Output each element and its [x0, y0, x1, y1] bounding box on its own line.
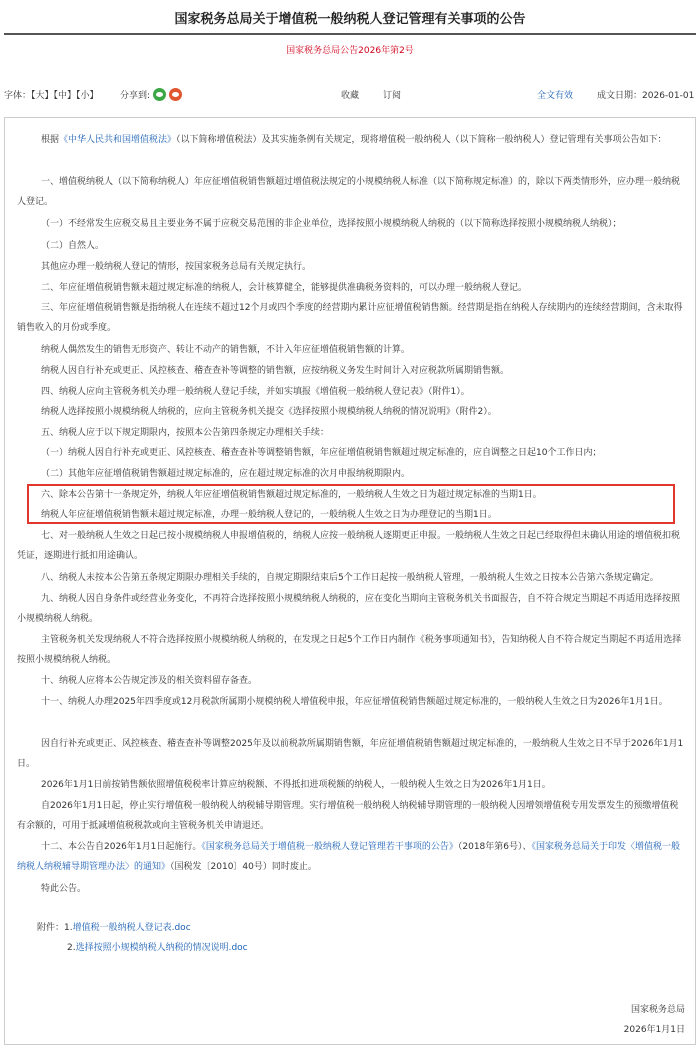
- paragraph: 纳税人选择按照小规模纳税人纳税的，应向主管税务机关提交《选择按照小规模纳税人纳税的情况说明》（附件2）。: [41, 407, 497, 417]
- paragraph: 三、年应征增值税销售额是指纳税人在连续不超过12个月或四个季度的经营期内累计应征增值税销售额。经营期是指在纳税人存续期内的连续经营期间，含未取得销售收入的月份或季度。: [17, 303, 683, 333]
- issue-date-value: 2026-01-01: [642, 91, 695, 101]
- attachments-label: 附件：: [37, 923, 65, 933]
- paragraph: 2026年1月1日前按销售额依照增值税税率计算应纳税额、不得抵扣进项税额的纳税人，一般纳税人生效之日为2026年1月1日。: [41, 780, 551, 790]
- paragraph: 纳税人偶然发生的销售无形资产、转让不动产的销售额，不计入年应征增值税销售额的计算。: [41, 345, 411, 355]
- vat-law-link[interactable]: 《中华人民共和国增值税法》: [59, 135, 177, 145]
- paragraph: 十、纳税人应将本公告规定涉及的相关资料留存备查。: [41, 676, 258, 686]
- paragraph: 一、增值税纳税人（以下简称纳税人）年应征增值税销售额超过增值税法规定的小规模纳税人标准（以下简称规定标准）的，除以下两类情形外，应办理一般纳税人登记。: [17, 177, 681, 207]
- paragraph: 其他应办理一般纳税人登记的情形，按国家税务总局有关规定执行。: [41, 262, 312, 272]
- attachment-2: 2.选择按照小规模纳税人纳税的情况说明.doc: [67, 943, 248, 953]
- paragraph: 纳税人因自行补充或更正、风控核查、稽查查补等调整的销售额，应按纳税义务发生时间计入对应税款所属期销售额。: [41, 366, 510, 376]
- paragraph: （二）自然人。: [41, 241, 105, 251]
- paragraph: 自2026年1月1日起，停止实行增值税一般纳税人纳税辅导期管理。实行增值税一般纳税人纳税辅导期管理的一般纳税人因增领增值税专用发票发生的预缴增值税有余额的，可用于抵减增值税税款或向主管税务机关申请退还。: [17, 801, 679, 831]
- attachment-1: 附件：1.增值税一般纳税人登记表.doc: [37, 923, 191, 933]
- paragraph: 十一、纳税人办理2025年四季度或12月税款所属期小规模纳税人增值税申报，年应征增值税销售额超过规定标准的，一般纳税人生效之日为2026年1月1日。: [41, 697, 668, 707]
- paragraph: （二）其他年应征增值税销售额超过规定标准的，应在超过规定标准的次月申报纳税期限内。: [41, 469, 411, 479]
- repealed-notice-link[interactable]: 《国家税务总局关于印发〈增值税一般纳税人纳税辅导期管理办法〉的通知》: [17, 842, 681, 872]
- paragraph: 四、纳税人应向主管税务机关办理一般纳税人登记手续，并如实填报《增值税一般纳税人登记表》（附件1）。: [41, 387, 470, 397]
- paragraph: 八、纳税人未按本公告第五条规定期限办理相关手续的，自规定期限结束后5个工作日起按一般纳税人管理，一般纳税人生效之日按本公告第六条规定确定。: [41, 573, 659, 583]
- font-size-controls: [4, 88, 99, 101]
- issue-date-label: 成文日期：: [597, 91, 643, 101]
- share-group: [120, 88, 182, 102]
- document-number: 国家税务总局公告2026年第2号: [286, 46, 414, 56]
- attachment-1-link[interactable]: 增值税一般纳税人登记表.doc: [72, 923, 191, 933]
- weibo-share-icon[interactable]: [169, 88, 182, 101]
- font-small-button[interactable]: 【小】: [76, 91, 99, 101]
- paragraph-highlighted: 纳税人年应征增值税销售额未超过规定标准，办理一般纳税人登记的，一般纳税人生效之日为办理登记的当期1日。: [41, 510, 497, 520]
- paragraph: 特此公告。: [41, 884, 87, 894]
- paragraph-repeal: 十二、本公告自2026年1月1日起施行。《国家税务总局关于增值税一般纳税人登记管理若干事项的公告》（2018年第6号）、《国家税务总局关于印发〈增值税一般纳税人纳税辅导期管理办法〉的通知》（国税发〔2010〕40号）同时废止。: [17, 842, 681, 872]
- paragraph: 七、对一般纳税人生效之日起已按小规模纳税人申报增值税的，纳税人应按一般纳税人逐期更正申报。一般纳税人生效之日起已经取得但未确认用途的增值税扣税凭证，逐期进行抵扣用途确认。: [17, 531, 681, 561]
- paragraph: 因自行补充或更正、风控核查、稽查查补等调整2025年及以前税款所属期销售额，年应征增值税销售额超过规定标准的，一般纳税人生效之日不早于2026年1月1日。: [17, 739, 684, 769]
- font-medium-button[interactable]: 【中】: [53, 91, 77, 101]
- share-label: 分享到:: [120, 91, 151, 101]
- paragraph: （一）不经常发生应税交易且主要业务不属于应税交易范围的非企业单位，选择按照小规模纳税人纳税的（以下简称选择按照小规模纳税人纳税）；: [41, 219, 622, 229]
- signature-org: 国家税务总局: [630, 1005, 685, 1015]
- attachment-2-link[interactable]: 选择按照小规模纳税人纳税的情况说明.doc: [75, 943, 248, 953]
- favorite-button[interactable]: 收藏: [341, 91, 360, 101]
- paragraph: 五、纳税人应于以下规定期限内，按照本公告第四条规定办理相关手续：: [41, 428, 330, 438]
- validity-status-link[interactable]: 全文有效: [537, 91, 574, 101]
- font-large-button[interactable]: 【大】: [31, 91, 54, 101]
- subscribe-button[interactable]: 订阅: [383, 91, 402, 101]
- document-body: [4, 117, 696, 1045]
- paragraph: 主管税务机关发现纳税人不符合选择按照小规模纳税人纳税的，在发现之日起5个工作日内制作《税务事项通知书》，告知纳税人自不符合规定当期起不再适用选择按照小规模纳税人纳税。: [17, 635, 682, 665]
- wechat-share-icon[interactable]: [153, 88, 166, 101]
- repealed-announcement-link[interactable]: 《国家税务总局关于增值税一般纳税人登记管理若干事项的公告》: [201, 842, 458, 852]
- paragraph-highlighted: 六、除本公告第十一条规定外，纳税人年应征增值税销售额超过规定标准的，一般纳税人生效之日为超过规定标准的当期1日。: [41, 490, 542, 500]
- paragraph: 二、年应征增值税销售额未超过规定标准的纳税人，会计核算健全，能够提供准确税务资料的，可以办理一般纳税人登记。: [41, 283, 528, 293]
- toolbar: [0, 88, 700, 102]
- paragraph: 九、纳税人因自身条件或经营业务变化，不再符合选择按照小规模纳税人纳税的，应在变化当期向主管税务机关书面报告，自不符合规定当期起不再适用选择按照小规模纳税人纳税。: [17, 594, 681, 624]
- paragraph: （一）纳税人因自行补充或更正、风控核查、稽查查补等调整销售额，年应征增值税销售额超过规定标准的，应自调整之日起10个工作日内；: [41, 448, 602, 458]
- title-divider: [4, 33, 696, 35]
- issue-date: [597, 88, 694, 101]
- page-title: 国家税务总局关于增值税一般纳税人登记管理有关事项的公告: [174, 12, 526, 27]
- paragraph-intro: 根据《中华人民共和国增值税法》（以下简称增值税法）及其实施条例有关规定，现将增值税一般纳税人（以下简称一般纳税人）登记管理有关事项公告如下：: [41, 135, 667, 145]
- font-size-label: 字体：: [4, 91, 32, 101]
- signature-date: 2026年1月1日: [623, 1025, 685, 1035]
